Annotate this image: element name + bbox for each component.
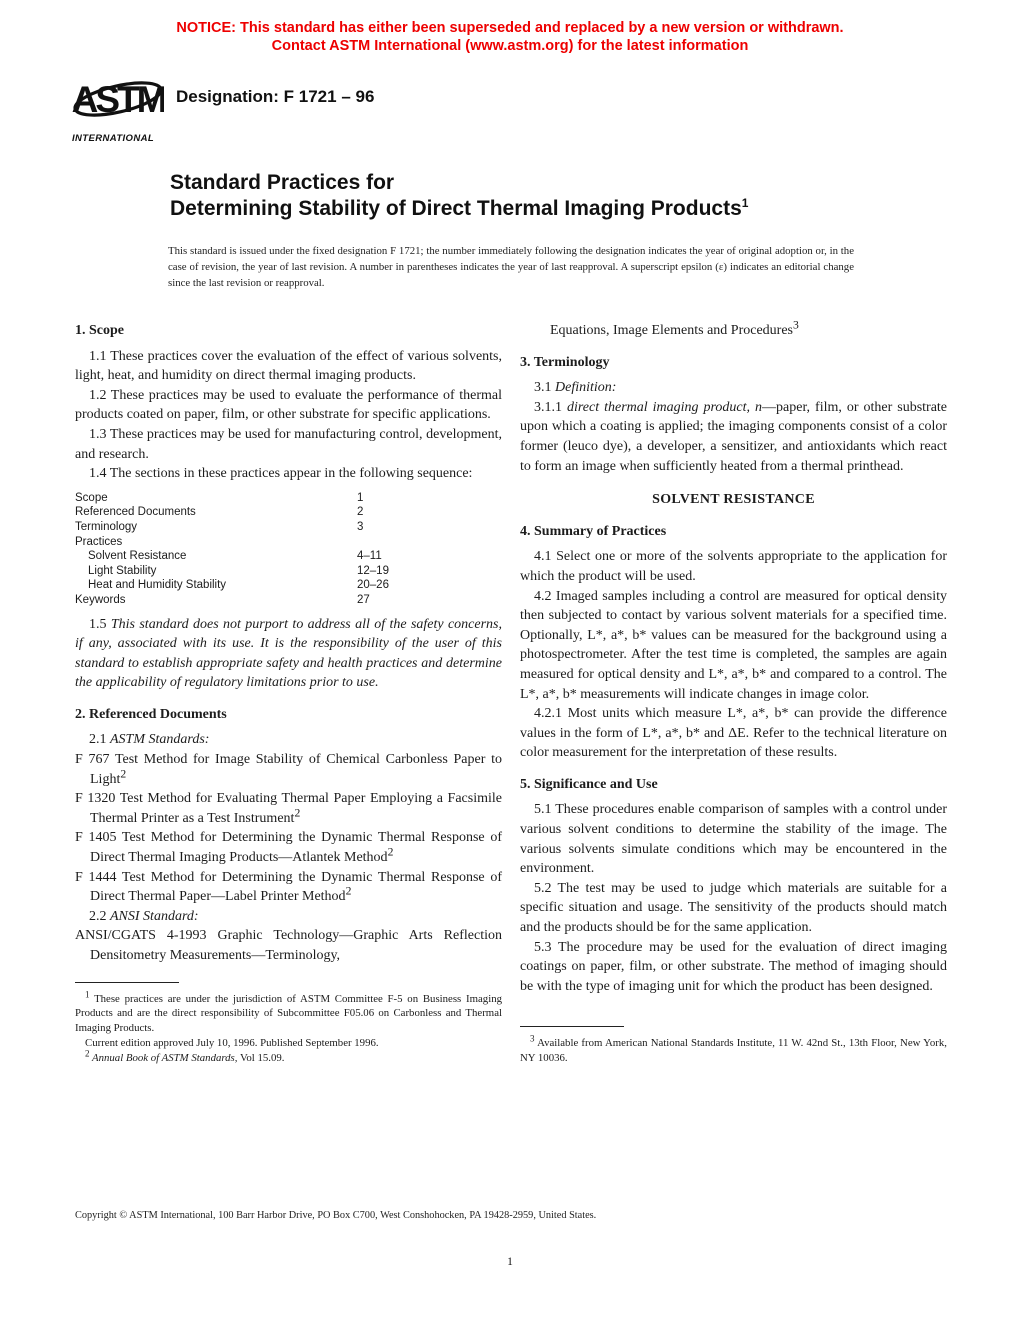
section-5-heading: 5. Significance and Use <box>520 776 658 792</box>
toc-row: Light Stability 12–19 <box>88 564 389 577</box>
title-line-2: Determining Stability of Direct Thermal Imaging Products$^1$ <box>170 196 749 220</box>
right-footnotes <box>520 1026 947 1066</box>
paragraph-4-1: 4.1 Select one or more of the solvents appropriate to the application for which the product will be used. <box>520 549 947 584</box>
footnote-2: $^2$ Annual Book of ASTM Standards, Vol 15.09. <box>85 1048 285 1064</box>
page-number: 1 <box>507 1256 513 1268</box>
section-2-heading: 2. Referenced Documents <box>75 706 227 722</box>
paragraph-4-2-1: 4.2.1 Most units which measure L*, a*, b* can provide the difference values in the form of L*, a*, b* and ΔE. Refer to the technical literature on color measurement for the interpretation of these results. <box>520 706 947 761</box>
body-columns <box>75 318 948 1066</box>
footnote-3: $^3$ Available from American National Standards Institute, 11 W. 42nd St., 13th Floor, New York, NY 10036. <box>520 1033 947 1065</box>
footnote-rule <box>520 1026 624 1027</box>
solvent-resistance-banner: SOLVENT RESISTANCE <box>652 492 815 508</box>
footnote-1-edition: Current edition approved July 10, 1996. Published September 1996. <box>85 1036 379 1049</box>
issuance-note: This standard is issued under the fixed designation F 1721; the number immediately following the designation indicates the year of original adoption or, in the case of revision, the year of last revision. A number in parentheses indicates the year of last reapproval. A superscript epsilon (ε) indicates an editorial change since the last revision or reapproval. <box>168 245 854 289</box>
left-footnotes <box>75 982 502 1066</box>
footnote-rule <box>75 982 179 983</box>
toc-row: Solvent Resistance 4–11 <box>88 550 382 563</box>
section-4-heading: 4. Summary of Practices <box>520 523 667 539</box>
toc-row: Heat and Humidity Stability 20–26 <box>88 579 389 592</box>
astm-logo-subtext: INTERNATIONAL <box>72 133 155 144</box>
paragraph-5-3: 5.3 The procedure may be used for the evaluation of direct imaging coatings on paper, film, or other substrate. The method of imaging should be with the type of imaging unit for which the product has been designed. <box>520 939 947 994</box>
paragraph-5-1: 5.1 These procedures enable comparison of samples with a control under various solvent conditions to determine the stability of the image. The various solvents simulate conditions which may be encountered in the environment. <box>520 802 947 877</box>
paragraph-1-1: 1.1 These practices cover the evaluation of the effect of various solvents, light, heat, and humidity on direct thermal imaging products. <box>75 348 502 384</box>
toc-row: Keywords 27 <box>75 593 370 606</box>
paragraph-3-1: 3.1 Definition: <box>534 380 617 396</box>
section-3-heading: 3. Terminology <box>520 354 610 370</box>
supersession-notice <box>0 20 1020 55</box>
paragraph-1-4: 1.4 The sections in these practices appear in the following sequence: <box>89 466 473 482</box>
paragraph-4-2: 4.2 Imaged samples including a control are measured for optical density then subjected to contact by various solvent materials for a specified time. Optionally, L*, a*, b* values can be measured for the background using a photospectrometer. After the test time is completed, the samples are again measured for optical density and L*, a*, b* and compared to a control. The L*, a*, b* measurements will indicate changes in image color. <box>520 588 947 702</box>
notice-line-1: NOTICE: This standard has either been superseded and replaced by a new version or withdrawn. <box>176 20 844 36</box>
notice-line-2: Contact ASTM International (www.astm.org) for the latest information <box>271 37 749 54</box>
paragraph-5-2: 5.2 The test may be used to judge which materials are suitable for a specific situation and usage. The sensitivity of the products should match and the products should be for the same application. <box>520 880 947 936</box>
reference-f1444: F 1444 Test Method for Determining the Dynamic Thermal Response of Direct Thermal Paper—Label Printer Method$^2$ <box>75 869 502 905</box>
sections-list <box>75 491 502 608</box>
section-1-heading: 1. Scope <box>75 323 124 338</box>
paragraph-1-5: 1.5 This standard does not purport to address all of the safety concerns, if any, associated with its use. It is the responsibility of the user of this standard to establish appropriate safety and health practices and determine the applicability of regulatory limitations prior to use. <box>75 616 503 691</box>
astm-globe-icon <box>72 72 164 130</box>
toc-row: Scope 1 <box>75 491 364 504</box>
copyright-line: Copyright © ASTM International, 100 Barr Harbor Drive, PO Box C700, West Conshohocken, PA 19428-2959, United States. <box>75 1210 597 1221</box>
title-line-1: Standard Practices for <box>170 171 395 194</box>
reference-f1405: F 1405 Test Method for Determining the Dynamic Thermal Response of Direct Thermal Imaging Products—Atlantek Method$^2$ <box>75 830 502 866</box>
paragraph-1-3: 1.3 These practices may be used for manufacturing control, development, and research. <box>75 426 502 462</box>
standard-title <box>170 170 950 222</box>
footnote-1: $^1$ These practices are under the jurisdiction of ASTM Committee F-5 on Business Imaging Products and are the direct responsibility of Subcommittee F05.06 on Carbonless and Thermal Imaging Products. <box>75 989 502 1035</box>
designation: Designation: F 1721 – 96 <box>176 87 375 106</box>
astm-logo <box>72 72 172 144</box>
left-column <box>75 321 502 1066</box>
title-footnote-marker: 1 <box>741 196 749 210</box>
reference-ansi-cgats: ANSI/CGATS 4-1993 Graphic Technology—Graphic Arts Reflection Densitometry Measurements—Terminology, <box>75 928 502 963</box>
paragraph-3-1-1: 3.1.1 direct thermal imaging product, n—paper, film, or other substrate upon which a coating is applied; the imaging components consist of a color former (leuco dye), a developer, a sensitizer, and antioxidants which react to form an image when sufficiently heated from a thermal printhead. <box>520 399 948 474</box>
paragraph-2-1: 2.1 ASTM Standards: <box>89 732 210 748</box>
reference-ansi-continuation: Equations, Image Elements and Procedures$^3$ <box>550 318 799 338</box>
right-column <box>520 318 948 1066</box>
reference-f767: F 767 Test Method for Image Stability of Chemical Carbonless Paper to Light$^2$ <box>75 752 502 787</box>
paragraph-2-2: 2.2 ANSI Standard: <box>89 908 199 924</box>
svg-text:ASTM: ASTM <box>72 79 164 120</box>
toc-row: Terminology 3 <box>75 520 364 533</box>
toc-row: Practices <box>75 535 123 548</box>
reference-f1320: F 1320 Test Method for Evaluating Thermal Paper Employing a Facsimile Thermal Printer as a Test Instrument$^2$ <box>75 791 502 826</box>
toc-row: Referenced Documents 2 <box>75 506 364 519</box>
paragraph-1-2: 1.2 These practices may be used to evaluate the performance of thermal products coated on paper, film, or other substrate for specific applications. <box>75 387 502 423</box>
